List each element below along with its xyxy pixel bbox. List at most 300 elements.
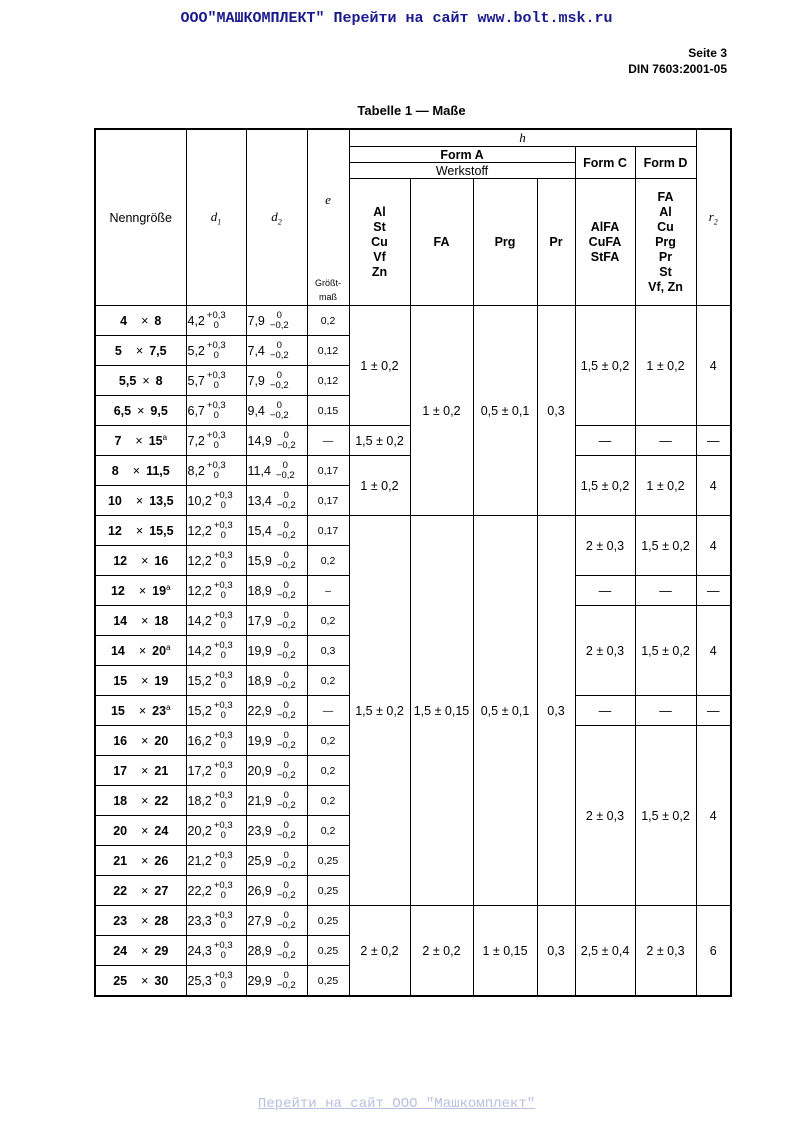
cell-e: 0,2 [307, 726, 349, 756]
d1-tol-upper: +0,3 [213, 939, 233, 951]
d2-value: 15,4 [247, 523, 272, 538]
cell-nenngroesse [95, 546, 186, 576]
d1-value: 18,2 [187, 793, 212, 808]
d2-tol-upper: 0 [283, 729, 289, 741]
cell-d2 [246, 846, 307, 876]
cell-d1 [186, 336, 246, 366]
cell-nenngroesse [95, 336, 186, 366]
d1-tol-lower: 0 [220, 949, 226, 961]
d2-tol-lower: −0,2 [276, 709, 296, 721]
d1-value: 20,2 [187, 823, 212, 838]
cell-e: — [307, 696, 349, 726]
d2-tol-upper: 0 [276, 309, 282, 321]
d1-value: 17,2 [187, 763, 212, 778]
cell-d2 [246, 876, 307, 906]
header-form-c: Form C [575, 147, 635, 179]
size-d1: 22 [113, 883, 128, 898]
d1-tol-upper: +0,3 [206, 309, 226, 321]
bottom-site-link[interactable]: Перейти на сайт ООО "Машкомплект" [257, 1096, 536, 1112]
d1-tol-upper: +0,3 [213, 759, 233, 771]
dimensions-table [94, 128, 732, 997]
d1-tol-lower: 0 [220, 679, 226, 691]
cell-e: 0,2 [307, 546, 349, 576]
times-sign: × [141, 673, 149, 688]
size-d1: 25 [113, 973, 128, 988]
cell-d1 [186, 606, 246, 636]
cell-c: 1,5 ± 0,2 [575, 456, 635, 516]
cell-d: 1,5 ± 0,2 [635, 726, 696, 906]
cell-d2 [246, 786, 307, 816]
cell-d1 [186, 756, 246, 786]
d1-value: 21,2 [187, 853, 212, 868]
d2-tol-upper: 0 [283, 879, 289, 891]
d2-tol-upper: 0 [283, 939, 289, 951]
cell-d2 [246, 516, 307, 546]
d2-tol-lower: −0,2 [276, 829, 296, 841]
d2-tol-lower: −0,2 [276, 439, 296, 451]
cell-d1 [186, 666, 246, 696]
cell-r: 4 [696, 606, 731, 696]
cell-d1 [186, 576, 246, 606]
cell-d1 [186, 816, 246, 846]
size-d2: 20 [152, 644, 167, 659]
material-label: Vf, Zn [648, 279, 683, 294]
d1-tol-lower: 0 [213, 439, 219, 451]
d1-tol-upper: +0,3 [213, 549, 233, 561]
cell-e: 0,2 [307, 606, 349, 636]
cell-r: 4 [696, 726, 731, 906]
size-d1: 12 [113, 553, 128, 568]
cell-e: 0,17 [307, 486, 349, 516]
size-d1: 24 [113, 943, 128, 958]
cell-d: — [635, 576, 696, 606]
cell-e: 0,25 [307, 936, 349, 966]
cell-nenngroesse [95, 756, 186, 786]
header-form-a: Form A [349, 147, 575, 163]
d2-tol-lower: −0,2 [276, 679, 296, 691]
cell-nenngroesse [95, 666, 186, 696]
d2-tol-upper: 0 [283, 669, 289, 681]
d2-tol-lower: −0,2 [276, 619, 296, 631]
cell-r: — [696, 426, 731, 456]
size-d1: 14 [113, 613, 128, 628]
d1-value: 4,2 [187, 313, 205, 328]
cell-d2 [246, 486, 307, 516]
d1-tol-upper: +0,3 [206, 399, 226, 411]
footnote-mark: a [166, 702, 171, 712]
cell-d1 [186, 726, 246, 756]
size-d2: 26 [154, 853, 169, 868]
d2-value: 28,9 [247, 943, 272, 958]
cell-e: – [307, 576, 349, 606]
table-row [95, 906, 731, 936]
d1-tol-lower: 0 [220, 559, 226, 571]
cell-nenngroesse [95, 876, 186, 906]
times-sign: × [141, 913, 149, 928]
cell-c: 2 ± 0,3 [575, 726, 635, 906]
d2-tol-lower: −0,2 [276, 769, 296, 781]
d1-tol-upper: +0,3 [213, 519, 233, 531]
times-sign: × [137, 403, 145, 418]
d2-tol-upper: 0 [283, 849, 289, 861]
times-sign: × [141, 943, 149, 958]
d1-tol-upper: +0,3 [213, 879, 233, 891]
size-d2: 21 [154, 763, 169, 778]
cell-e: 0,2 [307, 816, 349, 846]
size-d2: 20 [154, 733, 169, 748]
times-sign: × [141, 883, 149, 898]
d2-value: 17,9 [247, 613, 272, 628]
d1-tol-upper: +0,3 [213, 789, 233, 801]
d2-value: 26,9 [247, 883, 272, 898]
times-sign: × [132, 463, 141, 478]
d1-tol-lower: 0 [220, 529, 226, 541]
header-form-d: Form D [635, 147, 696, 179]
d1-tol-upper: +0,3 [206, 339, 226, 351]
cell-a1: 1 ± 0,2 [349, 306, 410, 426]
d2-tol-upper: 0 [283, 489, 289, 501]
cell-d2 [246, 546, 307, 576]
d2-tol-lower: −0,2 [276, 919, 296, 931]
d1-tol-upper: +0,3 [213, 669, 233, 681]
d2-tol-lower: −0,2 [276, 739, 296, 751]
cell-d: 2 ± 0,3 [635, 906, 696, 997]
size-d2: 19 [152, 584, 167, 599]
cell-d1 [186, 936, 246, 966]
header-d2: $d_2$ [246, 129, 307, 306]
cell-nenngroesse [95, 906, 186, 936]
cell-d: 1,5 ± 0,2 [635, 516, 696, 576]
material-label: Cu [371, 234, 388, 249]
cell-d1 [186, 516, 246, 546]
times-sign: × [138, 704, 147, 719]
cell-d2 [246, 816, 307, 846]
d2-tol-upper: 0 [283, 969, 289, 981]
d1-tol-upper: +0,3 [213, 849, 233, 861]
cell-d2 [246, 696, 307, 726]
size-d1: 12 [107, 523, 122, 538]
d2-tol-lower: −0,2 [276, 799, 296, 811]
size-d1: 7 [114, 434, 122, 449]
d1-value: 8,2 [187, 463, 205, 478]
size-d1: 5,5 [118, 373, 137, 388]
cell-e: 0,2 [307, 306, 349, 336]
times-sign: × [141, 553, 149, 568]
header-werkstoff: Werkstoff [349, 163, 575, 179]
d2-tol-lower: −0,2 [269, 349, 289, 361]
d1-tol-lower: 0 [220, 709, 226, 721]
cell-e: 0,3 [307, 636, 349, 666]
cell-d1 [186, 426, 246, 456]
cell-a1: 2 ± 0,2 [349, 906, 410, 997]
d2-value: 27,9 [247, 913, 272, 928]
cell-d2 [246, 336, 307, 366]
d2-tol-upper: 0 [276, 339, 282, 351]
d1-tol-lower: 0 [220, 889, 226, 901]
size-d1: 16 [113, 733, 128, 748]
d1-tol-lower: 0 [220, 979, 226, 991]
footnote-mark: a [162, 432, 168, 442]
cell-d2 [246, 576, 307, 606]
cell-a4: 0,3 [537, 906, 575, 997]
size-d2: 13,5 [149, 493, 174, 508]
cell-c: 2 ± 0,3 [575, 516, 635, 576]
size-d2: 28 [154, 913, 169, 928]
material-label: Pr [658, 249, 673, 264]
d1-tol-upper: +0,3 [213, 489, 233, 501]
cell-nenngroesse [95, 576, 186, 606]
d2-value: 22,9 [247, 703, 272, 718]
d2-value: 21,9 [247, 793, 272, 808]
material-label: CuFA [588, 234, 622, 249]
d1-tol-lower: 0 [220, 859, 226, 871]
d1-tol-lower: 0 [220, 919, 226, 931]
d1-tol-upper: +0,3 [213, 909, 233, 921]
cell-c: — [575, 426, 635, 456]
d1-tol-upper: +0,3 [213, 609, 233, 621]
size-d2: 27 [154, 883, 169, 898]
cell-d2 [246, 606, 307, 636]
cell-a3: 1 ± 0,15 [473, 906, 537, 997]
times-sign: × [135, 523, 144, 538]
d1-value: 7,2 [187, 433, 205, 448]
times-sign: × [141, 613, 149, 628]
cell-nenngroesse [95, 846, 186, 876]
size-d1: 15 [110, 704, 125, 719]
d2-tol-upper: 0 [283, 609, 289, 621]
d1-value: 5,2 [187, 343, 205, 358]
header-r2: $r_2$ [696, 129, 731, 306]
size-d1: 15 [113, 673, 128, 688]
cell-a4: 0,3 [537, 306, 575, 516]
table-caption: Tabelle 1 — Maße [357, 103, 466, 118]
cell-e: 0,12 [307, 366, 349, 396]
cell-nenngroesse [95, 486, 186, 516]
d2-tol-upper: 0 [282, 459, 288, 471]
material-label: AlFA [590, 219, 620, 234]
header-mat-a1 [349, 179, 410, 306]
d2-tol-lower: −0,2 [276, 559, 296, 571]
page-number: Seite 3 [688, 46, 727, 60]
d2-value: 18,9 [247, 673, 272, 688]
d2-tol-lower: −0,2 [276, 859, 296, 871]
cell-a3: 0,5 ± 0,1 [473, 306, 537, 516]
cell-e: 0,15 [307, 396, 349, 426]
times-sign: × [141, 793, 149, 808]
top-site-link[interactable]: ООО"МАШКОМПЛЕКТ" Перейти на сайт www.bolt.msk.ru [180, 10, 613, 27]
d1-tol-lower: 0 [213, 469, 219, 481]
size-d2: 7,5 [149, 343, 167, 358]
cell-d1 [186, 846, 246, 876]
footnote-mark: a [166, 642, 171, 652]
cell-d1 [186, 306, 246, 336]
d1-tol-upper: +0,3 [206, 369, 226, 381]
d1-tol-lower: 0 [220, 589, 226, 601]
times-sign: × [135, 434, 143, 449]
d2-tol-upper: 0 [283, 429, 289, 441]
d2-value: 25,9 [247, 853, 272, 868]
size-d2: 8 [155, 373, 163, 388]
size-d1: 6,5 [113, 403, 132, 418]
cell-d2 [246, 306, 307, 336]
size-d1: 12 [110, 584, 125, 599]
d1-value: 23,3 [187, 913, 212, 928]
size-d1: 14 [110, 644, 125, 659]
cell-d: — [635, 696, 696, 726]
d1-tol-lower: 0 [220, 799, 226, 811]
size-d1: 17 [113, 763, 128, 778]
cell-nenngroesse [95, 366, 186, 396]
cell-d2 [246, 756, 307, 786]
cell-a1: 1 ± 0,2 [349, 456, 410, 516]
cell-e: — [307, 426, 349, 456]
d2-tol-lower: −0,2 [276, 529, 296, 541]
size-d1: 18 [113, 793, 128, 808]
cell-e: 0,12 [307, 336, 349, 366]
cell-d1 [186, 636, 246, 666]
cell-nenngroesse [95, 396, 186, 426]
cell-a2: 1 ± 0,2 [410, 306, 473, 516]
header-mat-a4: Pr [537, 179, 575, 306]
header-mat-a2: FA [410, 179, 473, 306]
cell-d2 [246, 456, 307, 486]
cell-d2 [246, 426, 307, 456]
cell-nenngroesse [95, 306, 186, 336]
cell-e: 0,17 [307, 456, 349, 486]
times-sign: × [141, 823, 149, 838]
times-sign: × [138, 584, 147, 599]
d2-value: 15,9 [247, 553, 272, 568]
header-d1: $d_1$ [186, 129, 246, 306]
size-d1: 23 [113, 913, 128, 928]
cell-r: 6 [696, 906, 731, 997]
d1-value: 12,2 [187, 553, 212, 568]
d2-tol-upper: 0 [283, 789, 289, 801]
d2-value: 29,9 [247, 973, 272, 988]
cell-d1 [186, 546, 246, 576]
cell-nenngroesse [95, 786, 186, 816]
cell-e: 0,25 [307, 876, 349, 906]
size-d1: 21 [113, 853, 128, 868]
d1-tol-lower: 0 [220, 499, 226, 511]
cell-d1 [186, 786, 246, 816]
d2-tol-lower: −0,2 [276, 499, 296, 511]
material-label: Al [373, 204, 386, 219]
cell-c: — [575, 696, 635, 726]
d1-value: 10,2 [187, 493, 212, 508]
size-d1: 8 [111, 463, 119, 478]
d1-tol-upper: +0,3 [206, 429, 226, 441]
cell-a2: 1,5 ± 0,15 [410, 516, 473, 906]
d1-tol-lower: 0 [213, 319, 219, 331]
cell-d1 [186, 696, 246, 726]
cell-c: — [575, 576, 635, 606]
cell-c: 2,5 ± 0,4 [575, 906, 635, 997]
cell-d2 [246, 636, 307, 666]
d2-value: 13,4 [247, 493, 272, 508]
cell-a1: 1,5 ± 0,2 [349, 516, 410, 906]
d1-tol-lower: 0 [213, 409, 219, 421]
footnote-mark: a [166, 582, 171, 592]
d1-tol-lower: 0 [220, 619, 226, 631]
cell-e: 0,2 [307, 666, 349, 696]
d1-tol-upper: +0,3 [213, 729, 233, 741]
size-d1: 5 [114, 343, 122, 358]
times-sign: × [141, 313, 149, 328]
d2-value: 14,9 [247, 433, 272, 448]
header-mat-d [635, 179, 696, 306]
d1-tol-lower: 0 [220, 769, 226, 781]
cell-r: — [696, 576, 731, 606]
d2-tol-lower: −0,2 [276, 979, 296, 991]
d1-tol-lower: 0 [220, 829, 226, 841]
material-label: Vf [373, 249, 386, 264]
header-mat-a3: Prg [473, 179, 537, 306]
d2-tol-lower: −0,2 [276, 649, 296, 661]
d2-value: 7,4 [247, 343, 265, 358]
d1-tol-upper: +0,3 [206, 459, 226, 471]
d2-tol-upper: 0 [283, 639, 289, 651]
size-d1: 20 [113, 823, 128, 838]
d2-tol-upper: 0 [283, 699, 289, 711]
cell-d: 1 ± 0,2 [635, 306, 696, 426]
material-label: FA [657, 189, 674, 204]
d2-value: 7,9 [247, 313, 265, 328]
times-sign: × [141, 733, 149, 748]
header-e: e Größt- maß [307, 129, 349, 306]
d1-value: 24,3 [187, 943, 212, 958]
d2-value: 11,4 [247, 463, 271, 478]
d1-tol-upper: +0,3 [213, 579, 233, 591]
d1-tol-lower: 0 [213, 349, 219, 361]
times-sign: × [142, 373, 150, 388]
cell-a3: 0,5 ± 0,1 [473, 516, 537, 906]
material-label: Zn [371, 264, 388, 279]
standard-number: DIN 7603:2001-05 [628, 62, 727, 76]
cell-d2 [246, 726, 307, 756]
d2-tol-upper: 0 [276, 369, 282, 381]
cell-nenngroesse [95, 636, 186, 666]
cell-nenngroesse [95, 936, 186, 966]
header-nenngroesse: Nenngröße [95, 129, 186, 306]
d2-tol-upper: 0 [283, 519, 289, 531]
cell-d2 [246, 906, 307, 936]
cell-e: 0,25 [307, 966, 349, 997]
d2-tol-lower: −0,2 [276, 889, 296, 901]
cell-d2 [246, 666, 307, 696]
d2-value: 23,9 [247, 823, 272, 838]
d2-tol-upper: 0 [283, 759, 289, 771]
size-d1: 4 [120, 313, 128, 328]
material-label: StFA [590, 249, 620, 264]
d2-value: 19,9 [247, 643, 272, 658]
d1-tol-lower: 0 [220, 649, 226, 661]
size-d2: 8 [154, 313, 162, 328]
cell-a2: 2 ± 0,2 [410, 906, 473, 997]
material-label: Al [659, 204, 672, 219]
cell-c: 2 ± 0,3 [575, 606, 635, 696]
cell-e: 0,2 [307, 786, 349, 816]
material-label: St [373, 219, 386, 234]
material-label: Prg [655, 234, 676, 249]
cell-c: 1,5 ± 0,2 [575, 306, 635, 426]
cell-e: 0,25 [307, 906, 349, 936]
d2-tol-lower: −0,2 [269, 409, 289, 421]
cell-d1 [186, 366, 246, 396]
cell-nenngroesse [95, 426, 186, 456]
cell-nenngroesse [95, 606, 186, 636]
d2-value: 19,9 [247, 733, 272, 748]
